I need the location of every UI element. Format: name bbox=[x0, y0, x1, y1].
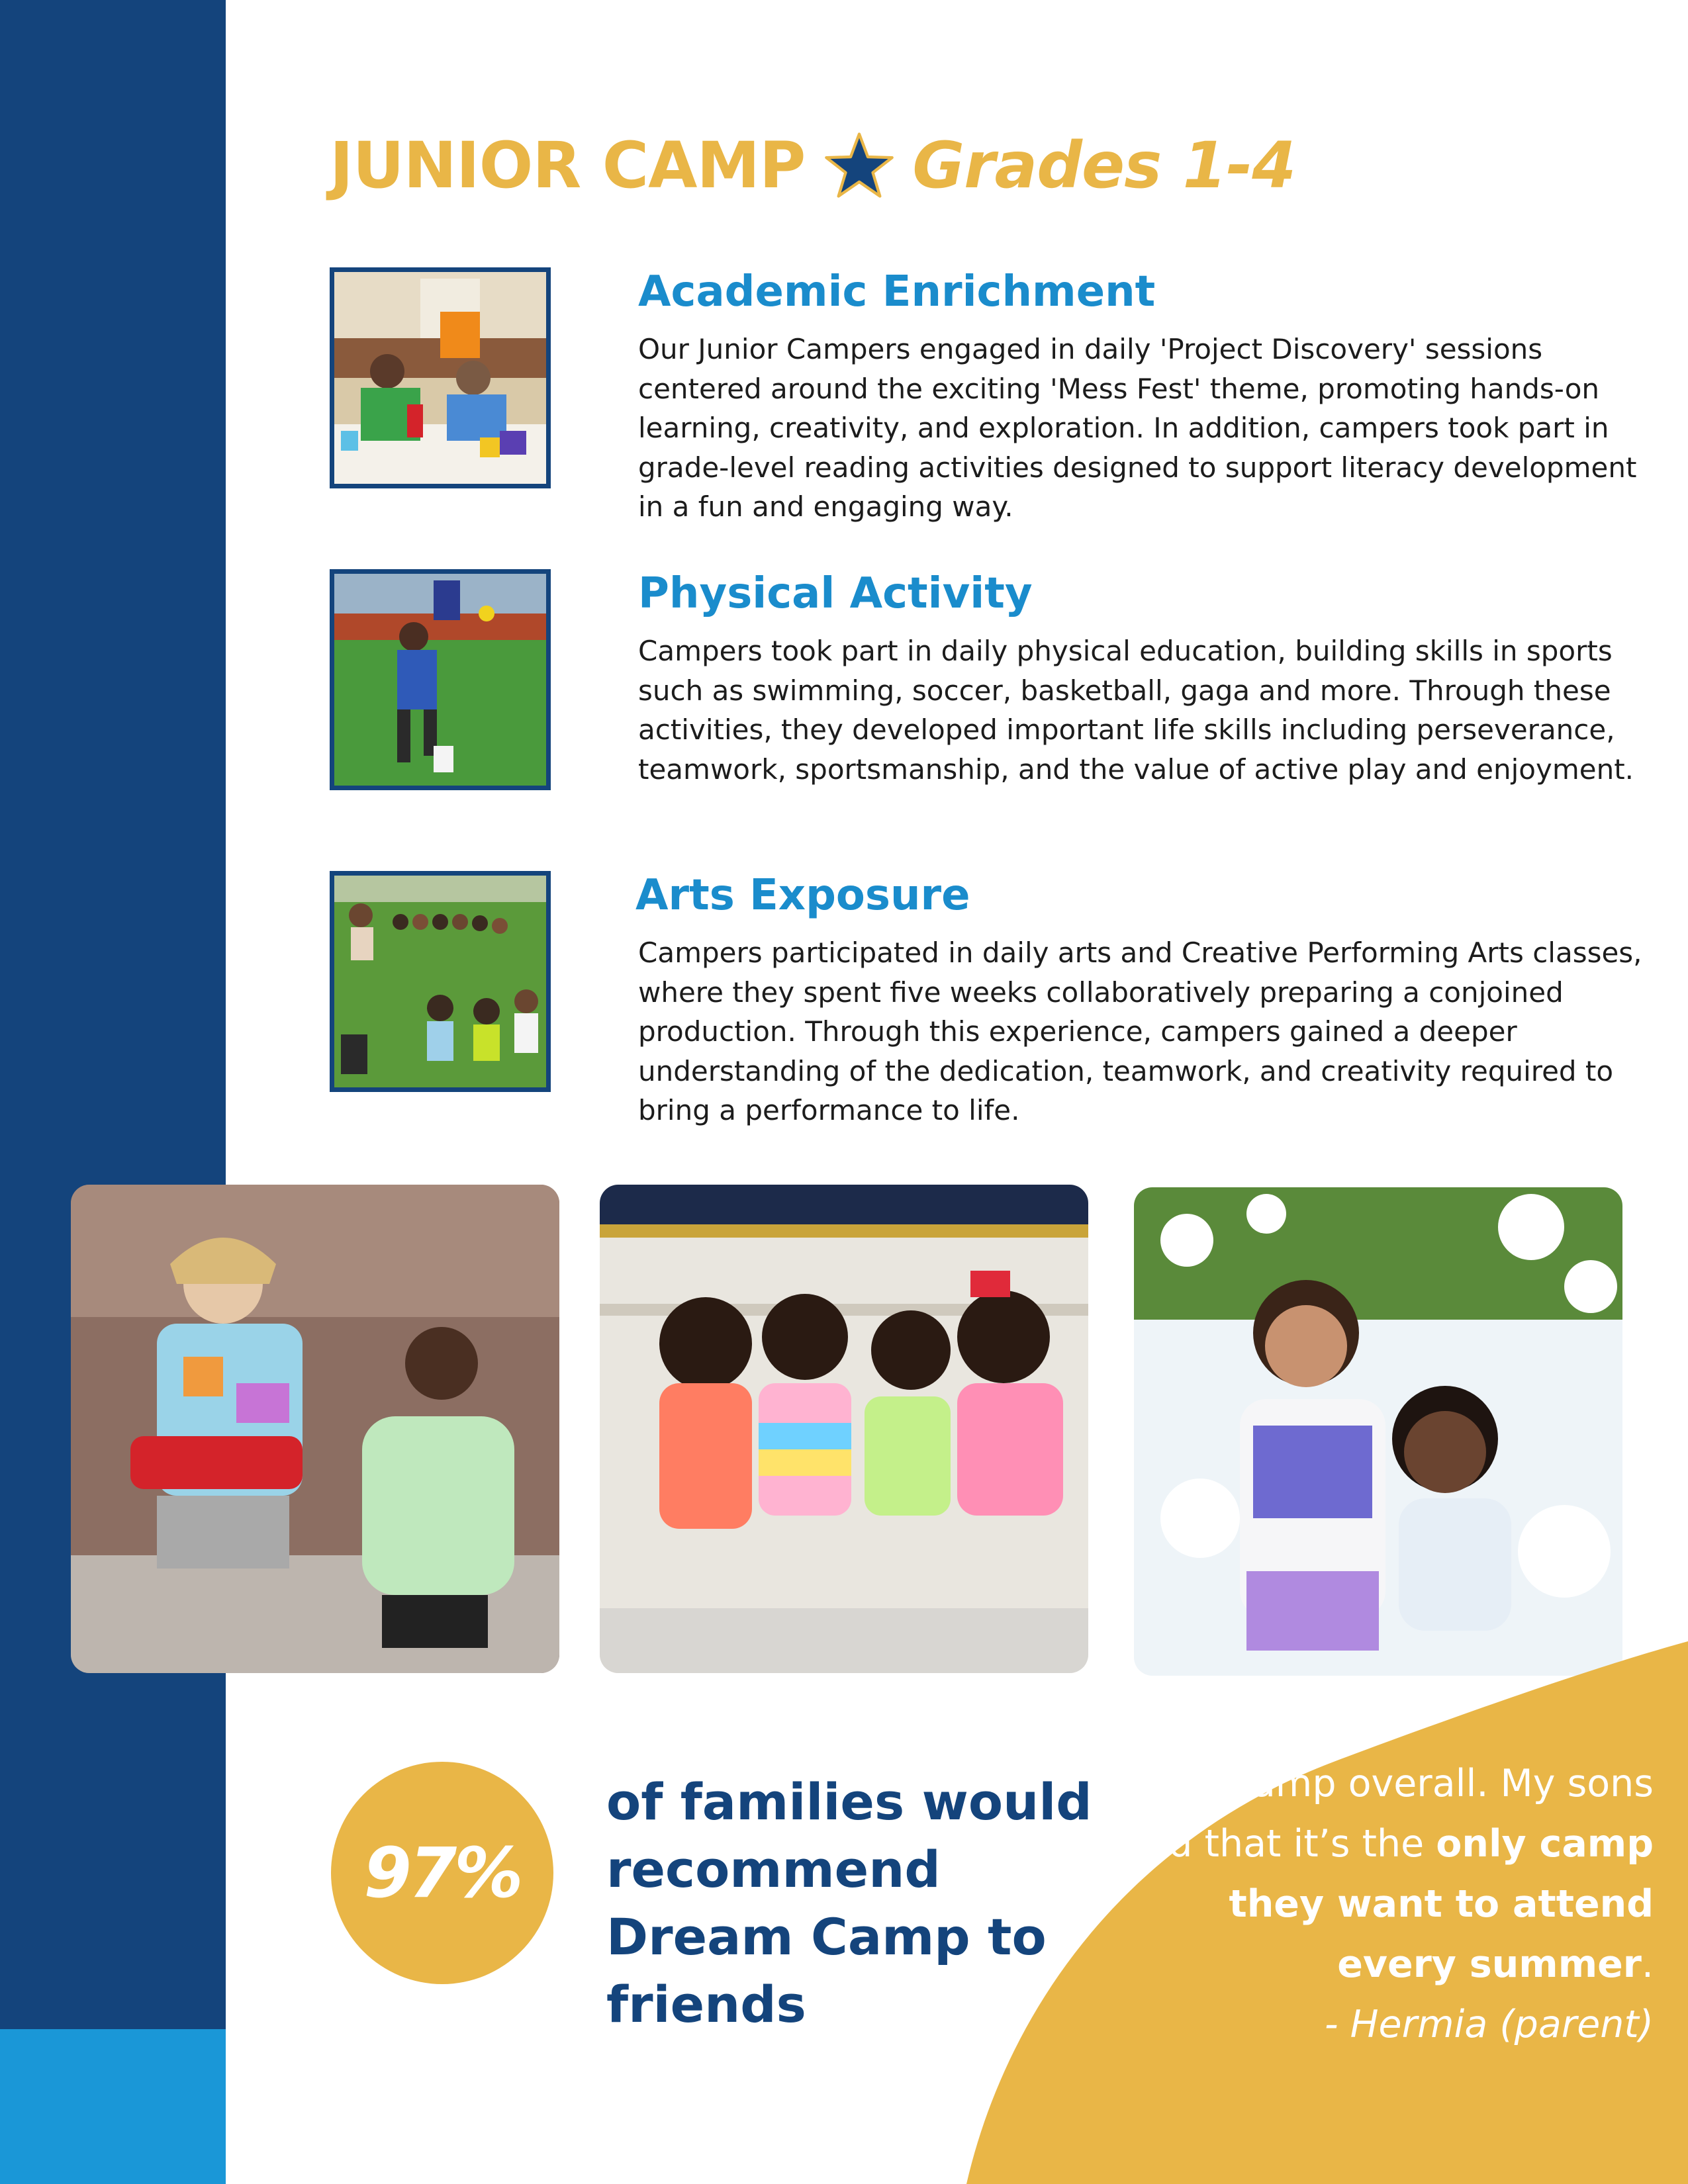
sidebar-dark-band bbox=[0, 0, 226, 2029]
testimonial-quote bbox=[1111, 1754, 1654, 2055]
counselor-photo bbox=[71, 1185, 559, 1673]
arts-heading: Arts Exposure bbox=[635, 871, 970, 920]
star-icon bbox=[823, 130, 895, 201]
stat-percentage: 97% bbox=[363, 1833, 521, 1913]
arts-photo bbox=[330, 871, 551, 1092]
page-title bbox=[330, 122, 1295, 208]
physical-body: Campers took part in daily physical education, building skills in sports such as swimming, soccer, basketball, gaga and more. Through these activities, they developed important life skills including perseverance, teamwork, sportsmanship, and the value of active play and enjoyment. bbox=[638, 635, 1634, 786]
quote-text-end: . bbox=[1641, 1942, 1654, 1986]
stat-badge bbox=[331, 1762, 553, 1984]
arts-body: Campers participated in daily arts and Creative Performing Arts classes, where they spent five weeks collaboratively preparing a conjoined production. Through this experience, campers gained a deeper understanding of the dedication, teamwork, and creativity required to bring a performance to life. bbox=[638, 936, 1642, 1126]
title-main: JUNIOR CAMP bbox=[330, 128, 806, 203]
quote-attribution: - Hermia (parent) bbox=[1324, 2003, 1654, 2046]
section-academic-enrichment bbox=[330, 267, 1640, 532]
foam-party-photo bbox=[1134, 1187, 1622, 1676]
physical-heading: Physical Activity bbox=[638, 569, 1033, 618]
physical-photo bbox=[330, 569, 551, 790]
sidebar-light-band bbox=[0, 2029, 226, 2184]
friends-photo bbox=[600, 1185, 1088, 1673]
section-arts-exposure bbox=[330, 871, 1640, 1136]
quote-text-start: Great camp overall. My sons said that it’s the bbox=[1114, 1762, 1654, 1866]
title-grades: Grades 1-4 bbox=[912, 128, 1296, 203]
section-physical-activity bbox=[330, 569, 1640, 834]
academic-body: Our Junior Campers engaged in daily 'Project Discovery' sessions centered around the exciting 'Mess Fest' theme, promoting hands-on learning, creativity, and exploration. In addition, campers took part in grade-level reading activities designed to support literacy development in a fun and engaging way. bbox=[638, 333, 1637, 523]
stat-description: of families would recommend Dream Camp to friends bbox=[606, 1772, 1092, 2034]
quote-text-bold: only camp they want to attend every summer bbox=[1229, 1822, 1654, 1986]
academic-photo bbox=[330, 267, 551, 488]
academic-heading: Academic Enrichment bbox=[638, 267, 1156, 316]
